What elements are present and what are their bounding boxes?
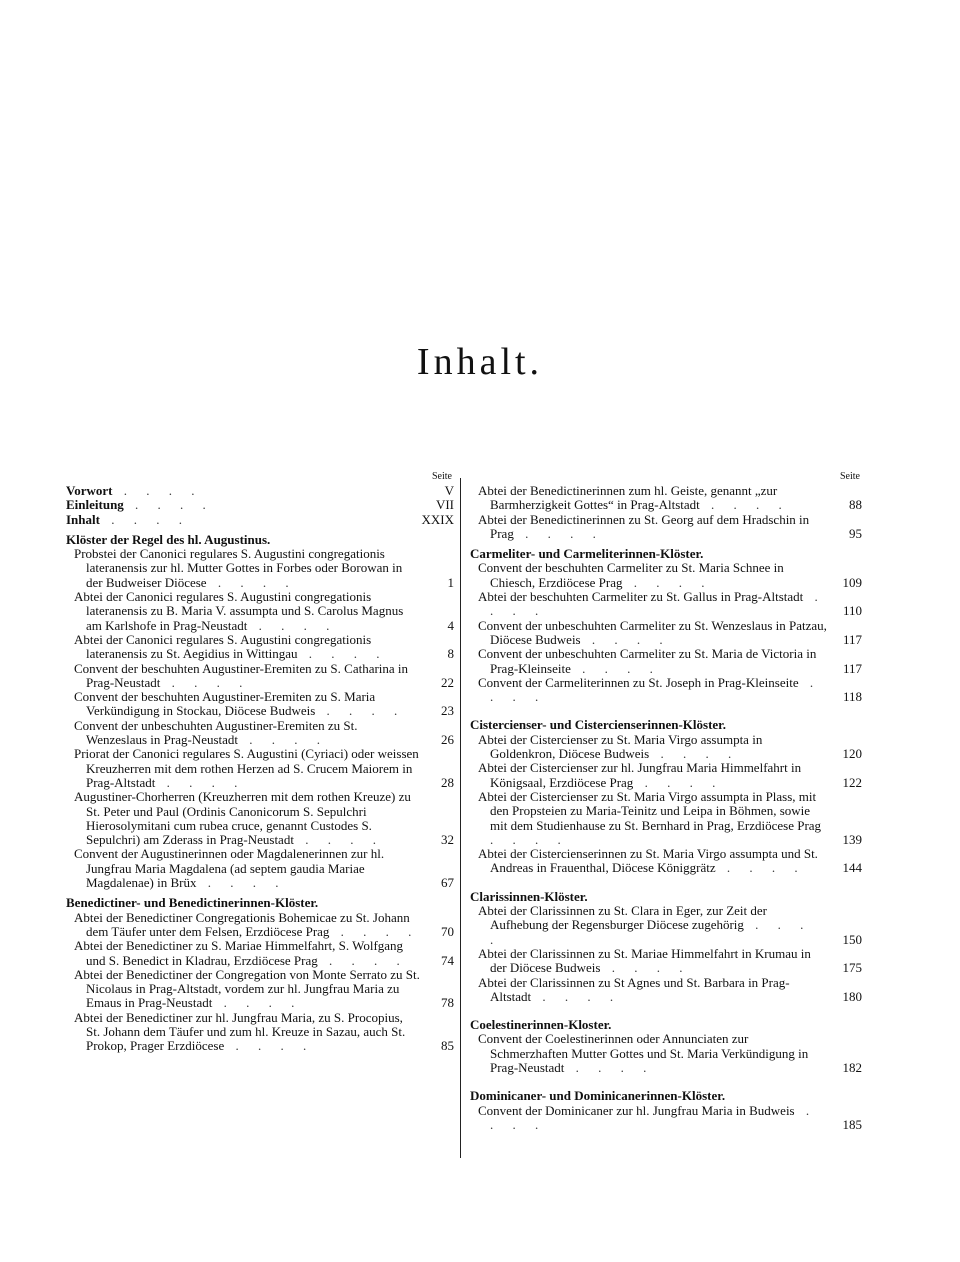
toc-entry — [66, 690, 454, 719]
toc-entry — [470, 484, 862, 513]
leader-dots: . . . . — [123, 497, 214, 513]
toc-entry-title: Vorwort — [66, 483, 113, 498]
toc-entry-title: Convent der beschuhten Augustiner-Eremiten zu S. Maria Verkündigung in Stockau, Diöcese Budweis — [74, 689, 376, 719]
toc-entry-title: Abtei der Canonici regulares S. Augustini congregationis lateranensis zu St. Aegidius in Wittingau — [74, 631, 372, 662]
leader-dots: . . . . — [622, 574, 713, 590]
section-heading: Klöster der Regel des hl. Augustinus. — [66, 531, 271, 547]
toc-entry-title: Abtei der Benedictiner zur hl. Jungfrau Maria, zu S. Procopius, St. Johann dem Täufer und zum hl. Kreuze in Sazau, auch St. Prokop, Prager Erzdiöcese — [74, 1009, 406, 1054]
section-heading: Dominicaner- und Dominicanerinnen-Klöster. — [470, 1088, 726, 1104]
toc-entry-page: 95 — [849, 525, 862, 541]
toc-entry-title: Convent der Dominicaner zur hl. Jungfrau Maria in Budweis — [478, 1102, 795, 1118]
toc-entry-page: 28 — [441, 774, 454, 790]
leader-dots: . . . . — [212, 995, 303, 1011]
leader-dots: . . . . — [649, 746, 740, 762]
seite-label-left: Seite — [432, 471, 452, 482]
toc-entry — [470, 904, 862, 947]
leader-dots: . . . . — [224, 1038, 315, 1054]
toc-entry — [470, 1032, 862, 1075]
toc-entry — [66, 939, 454, 968]
right-lead-entries — [470, 484, 862, 541]
toc-entry-page: 144 — [842, 860, 862, 876]
toc-entry-title: Abtei der Cistercienser zu St. Maria Virgo assumpta in Goldenkron, Diöcese Budweis — [478, 731, 763, 762]
toc-entry-title: Abtei der Cistercienserinnen zu St. Maria Virgo assumpta und St. Andreas in Frauenthal, Diöcese Königgrätz — [478, 846, 818, 876]
toc-entry — [66, 513, 454, 527]
toc-entry-page: 150 — [842, 931, 862, 947]
leader-dots: . . . . — [699, 497, 790, 513]
toc-entry — [470, 790, 862, 847]
toc-entry-title: Einleitung — [66, 497, 124, 513]
toc-entry-title: Abtei der beschuhten Carmeliter zu St. Gallus in Prag-Altstadt — [478, 589, 804, 605]
right-column — [470, 470, 862, 1132]
leader-dots: . . . . — [293, 832, 384, 848]
toc-entry-page: 182 — [842, 1059, 862, 1075]
toc-entry-page: 78 — [441, 995, 454, 1011]
seite-label-right: Seite — [840, 471, 860, 482]
toc-entry-page: 23 — [441, 703, 454, 719]
leader-dots: . . . . — [564, 1059, 655, 1075]
toc-entry-page: V — [444, 483, 454, 498]
toc-entry — [470, 733, 862, 762]
toc-entry — [470, 590, 862, 619]
section-heading: Cistercienser- und Cistercienserinnen-Klöster. — [470, 717, 726, 733]
toc-entry-page: 74 — [441, 952, 454, 968]
toc-entry — [66, 498, 454, 512]
toc-entry-title: Convent der beschuhten Carmeliter zu St. Maria Schnee in Chiesch, Erzdiöcese Prag — [478, 560, 784, 590]
toc-entry-page: 117 — [842, 631, 862, 647]
top-entries — [66, 484, 454, 527]
left-column — [66, 470, 454, 1054]
toc-entry — [470, 676, 862, 705]
leader-dots: . . . . — [715, 860, 806, 876]
toc-entry — [470, 1104, 862, 1133]
toc-entry-page: VII — [435, 497, 454, 513]
leader-dots: . . . . — [490, 917, 812, 947]
toc-entry-title: Convent der unbeschuhten Carmeliter zu St. Wenzeslaus in Patzau, Diöcese Budweis — [478, 617, 827, 647]
leader-dots: . . . . — [317, 952, 408, 968]
toc-entry-page: 88 — [849, 497, 862, 513]
section-heading: Coelestinerinnen-Kloster. — [470, 1017, 612, 1033]
toc-entry — [470, 847, 862, 876]
toc-entry-page: 175 — [842, 960, 862, 976]
toc-entry — [470, 513, 862, 542]
toc-entry-title: Priorat der Canonici regulares S. Augustini (Cyriaci) oder weissen Kreuzherren mit dem rothen Herzen ad S. Crucem Maiorem in Prag-Altstadt — [74, 746, 419, 790]
toc-entry-page: 185 — [842, 1116, 862, 1132]
leader-dots: . . . . — [531, 988, 622, 1004]
leader-dots: . . . . — [490, 589, 826, 619]
leader-dots: . . . . — [329, 923, 420, 939]
leader-dots: . . . . — [206, 574, 297, 590]
leader-dots: . . . . — [99, 511, 190, 527]
leader-dots: . . . . — [297, 646, 388, 662]
toc-entry-page: 109 — [842, 574, 862, 590]
leader-dots: . . . . — [112, 483, 203, 498]
leader-dots: . . . . — [490, 674, 822, 705]
toc-entry-title: Convent der unbeschuhten Augustiner-Eremiten zu St. Wenzeslaus in Prag-Neustadt — [74, 717, 358, 748]
leader-dots: . . . . — [570, 660, 661, 676]
toc-entry: Probstei der Canonici regulares S. Augustini congregationis lateranensis zur hl. Mutter Gottes in Forbes oder Borowan in der Budweiser Diöcese . . . . 1 — [74, 546, 454, 590]
toc-entry-title: Abtei der Benedictiner zu S. Mariae Himmelfahrt, S. Wolfgang und S. Benedict in Kladrau, Erzdiöcese Prag — [74, 938, 404, 968]
toc-entry — [66, 484, 454, 498]
leader-dots: . . . . — [315, 703, 406, 719]
toc-entry-title: Abtei der Clarissinnen zu St. Mariae Himmelfahrt in Krumau in der Diöcese Budweis — [478, 945, 811, 976]
leader-dots: . . . . — [513, 525, 604, 541]
leader-dots: . . . . — [580, 631, 671, 647]
toc-entry — [66, 747, 454, 790]
toc-entry-page: 110 — [842, 603, 862, 619]
toc-entry-page: 85 — [441, 1038, 454, 1054]
toc-entry-title: Abtei der Clarissinnen zu St. Clara in Eger, zur Zeit der Aufhebung der Regensburger Diöcese zugehörig — [478, 903, 768, 933]
leader-dots: . . . . — [600, 960, 691, 976]
toc-entry-page: 26 — [441, 732, 454, 748]
right-sections — [470, 541, 862, 1132]
toc-entry — [66, 1011, 454, 1054]
toc-entry — [470, 761, 862, 790]
left-sections — [66, 531, 454, 1054]
toc-entry-title: Abtei der Benedictinerinnen zu St. Georg auf dem Hradschin in Prag — [478, 511, 810, 541]
toc-entry-title: Abtei der Benedictinerinnen zum hl. Geiste, genannt „zur Barmherzigkeit Gottes“ in Prag-Altstadt — [478, 483, 778, 513]
toc-entry-page: 67 — [441, 875, 454, 891]
toc-entry — [66, 911, 454, 940]
toc-entry-title: Abtei der Benedictiner Congregationis Bohemicae zu St. Johann dem Täufer unter dem Felsen, Erzdiöcese Prag — [74, 909, 410, 939]
leader-dots: . . . . — [490, 831, 569, 847]
leader-dots: . . . . — [196, 875, 287, 891]
toc-entry-page: 139 — [842, 831, 862, 847]
toc-entry-title: Convent der beschuhten Augustiner-Eremiten zu S. Catharina in Prag-Neustadt — [74, 660, 409, 690]
toc-entry-title: Abtei der Cistercienser zu St. Maria Virgo assumpta in Plass, mit den Propsteien zu Maria-Teinitz und Leipa in Böhmen, sowie mit dem Studienhause zu St. Bernhard in Prag, Erzdiöcese Prag — [478, 788, 822, 833]
toc-entry-title: Convent der Coelestinerinnen oder Annunciaten zur Schmerzhaften Mutter Gottes und St. Maria Verkündigung in Prag-Neustadt — [478, 1031, 809, 1075]
toc-entry-title: Convent der Augustinerinnen oder Magdalenerinnen zur hl. Jungfrau Maria Magdalena (ad septem gaudia Mariae Magdalenae) in Brüx — [74, 846, 385, 891]
leader-dots: . . . . — [490, 1102, 818, 1132]
toc-entry — [66, 847, 454, 890]
toc-entry — [470, 647, 862, 676]
toc-entry-page: 118 — [842, 689, 862, 705]
leader-dots: . . . . — [160, 674, 251, 690]
toc-entry — [66, 719, 454, 748]
toc-entry — [66, 968, 454, 1011]
toc-entry-page: 117 — [842, 660, 862, 676]
toc-entry — [470, 947, 862, 976]
toc-entry-page: XXIX — [421, 511, 454, 527]
toc-entry-page: 120 — [842, 746, 862, 762]
toc-entry: Abtei der Canonici regulares S. Augustini congregationis lateranensis zu B. Maria V. assumpta und S. Carolus Magnus am Karlshofe in Prag-Neustadt . . . . 4 — [74, 589, 454, 633]
leader-dots: . . . . — [247, 617, 338, 633]
toc-entry — [470, 561, 862, 590]
toc-entry-title: Abtei der Benedictiner der Congregation von Monte Serrato zu St. Nicolaus in Prag-Altstadt, vordem zur hl. Jungfrau Maria zu Emaus in Prag-Neustadt — [74, 966, 420, 1011]
toc-entry-title: Probstei der Canonici regulares S. Augustini congregationis lateranensis zur hl. Mutter Gottes in Forbes oder Borowan in der Budweiser Diöcese — [74, 546, 403, 590]
toc-entry-title: Convent der Carmeliterinnen zu St. Joseph in Prag-Kleinseite — [478, 674, 799, 690]
column-divider — [460, 478, 461, 1158]
toc-entry-title: Abtei der Clarissinnen zu St Agnes und St. Barbara in Prag-Altstadt — [478, 974, 790, 1004]
section-heading: Benedictiner- und Benedictinerinnen-Klöster. — [66, 895, 319, 911]
toc-entry-title: Abtei der Canonici regulares S. Augustini congregationis lateranensis zu B. Maria V. assumpta und S. Carolus Magnus am Karlshofe in Prag-Neustadt — [74, 589, 404, 633]
toc-entry — [66, 790, 454, 847]
toc-entry-page: 122 — [842, 774, 862, 790]
leader-dots: . . . . — [238, 732, 329, 748]
toc-entry-page: 32 — [441, 832, 454, 848]
toc-entry — [470, 619, 862, 648]
toc-entry-page: 22 — [441, 674, 454, 690]
toc-entry-page: 180 — [842, 988, 862, 1004]
section-heading: Clarissinnen-Klöster. — [470, 888, 588, 904]
toc-entry-title: Abtei der Cistercienser zur hl. Jungfrau Maria Himmelfahrt in Königsaal, Erzdiöcese Prag — [478, 760, 802, 790]
toc-entry — [470, 976, 862, 1005]
toc-entry-page: 70 — [441, 923, 454, 939]
toc-entry: Abtei der Canonici regulares S. Augustini congregationis lateranensis zu St. Aegidius in Wittingau . . . . 8 — [74, 631, 454, 662]
leader-dots: . . . . — [633, 774, 724, 790]
toc-entry-title: Convent der unbeschuhten Carmeliter zu St. Maria de Victoria in Prag-Kleinseite — [478, 646, 817, 676]
section-heading: Carmeliter- und Carmeliterinnen-Klöster. — [470, 546, 704, 562]
page-title: Inhalt. — [416, 341, 544, 383]
toc-entry-title: Augustiner-Chorherren (Kreuzherren mit dem rothen Kreuze) zu St. Peter und Paul (Ordinis Canonicorum S. Sepulchri Hierosolymitani cum rubea cruce, genannt Custodes S. Sepulchri) am Zderass in Prag-Neustadt — [74, 789, 411, 848]
toc-entry — [66, 662, 454, 691]
leader-dots: . . . . — [155, 774, 246, 790]
toc-entry-title: Inhalt — [66, 511, 100, 527]
